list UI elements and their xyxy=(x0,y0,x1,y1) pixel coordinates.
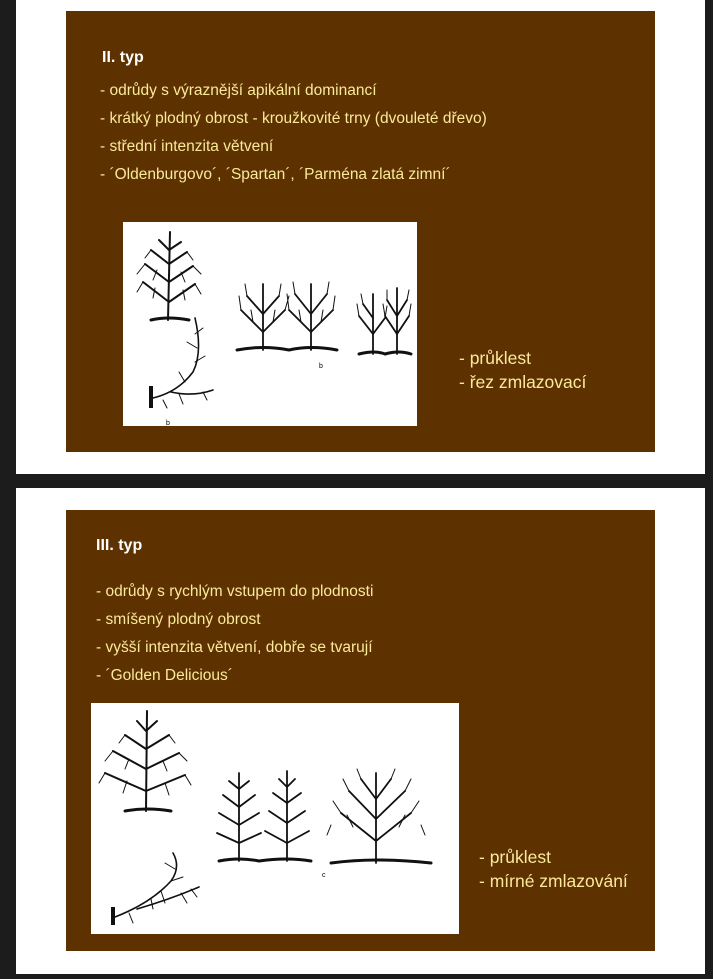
slide-page-2 xyxy=(16,488,705,974)
pruning-notes xyxy=(459,346,586,394)
list-item: - průklest xyxy=(479,847,551,867)
pruning-notes xyxy=(479,845,628,893)
tree-drawings-svg xyxy=(91,703,459,934)
list-item: - střední intenzita větvení xyxy=(100,138,274,155)
bullet-list xyxy=(96,578,373,690)
figure-label-b-middle: b xyxy=(319,363,323,370)
figure-label-b-left: b xyxy=(166,420,170,426)
list-item: - ´Oldenburgovo´, ´Spartan´, ´Parména zlatá zimní´ xyxy=(100,166,451,183)
bullet-list xyxy=(100,77,487,189)
slide-2 xyxy=(66,510,655,951)
list-item: - odrůdy s rychlým vstupem do plodnosti xyxy=(96,583,374,600)
slide-page-1 xyxy=(16,0,705,474)
figure-label-c: c xyxy=(322,872,326,879)
slide-title: III. typ xyxy=(96,537,143,554)
slide-title: II. typ xyxy=(102,49,144,66)
list-item: - vyšší intenzita větvení, dobře se tvarují xyxy=(96,639,373,656)
tree-illustration xyxy=(123,222,417,426)
list-item: - průklest xyxy=(459,348,531,368)
list-item: - mírné zmlazování xyxy=(479,871,628,891)
tree-illustration xyxy=(91,703,459,934)
list-item: - řez zmlazovací xyxy=(459,372,587,392)
list-item: - smíšený plodný obrost xyxy=(96,611,261,628)
tree-drawings-svg xyxy=(123,222,417,426)
list-item: - ´Golden Delicious´ xyxy=(96,667,233,684)
slide-1 xyxy=(66,11,655,452)
list-item: - krátký plodný obrost - kroužkovité trny (dvouleté dřevo) xyxy=(100,110,487,127)
list-item: - odrůdy s výraznější apikální dominancí xyxy=(100,82,377,99)
